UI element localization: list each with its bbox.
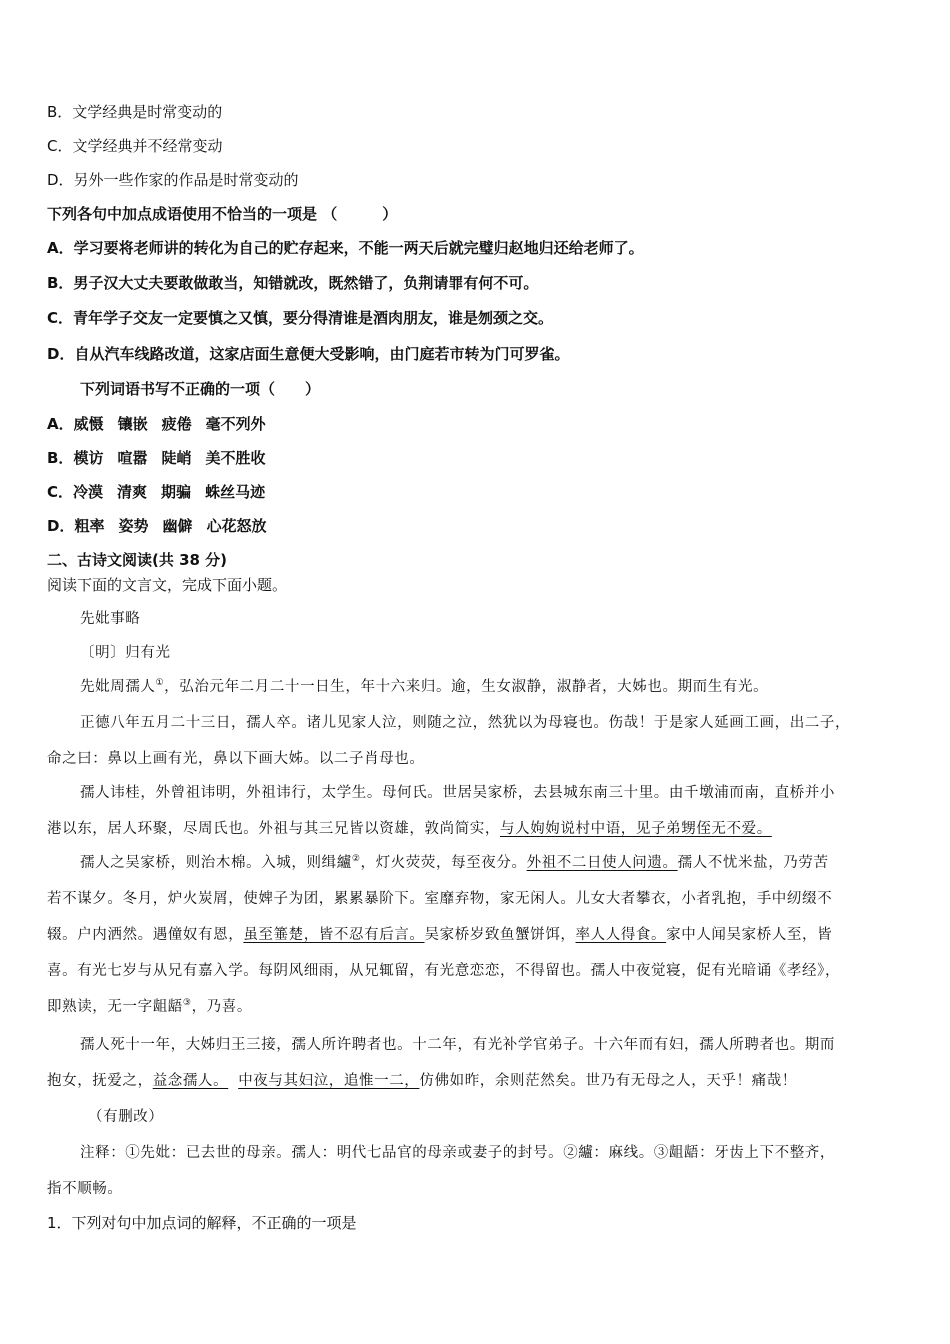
prev-option-c: C．文学经典并不经常变动	[47, 137, 223, 155]
spelling-option-c: C．冷漠 清爽 期骗 蛛丝马迹	[47, 483, 266, 501]
passage-paragraph-1: 先妣周孺人①，弘治元年二月二十一日生，年十六来归。逾，生女淑静，淑静者，大姊也。期而生有光。	[80, 678, 769, 695]
passage-title: 先妣事略	[80, 611, 141, 627]
underlined-sentence: 益念孺人。	[152, 1073, 229, 1089]
notes-line-2: 指不顺畅。	[47, 1181, 123, 1197]
idiom-option-a: A．学习要将老师讲的转化为自己的贮存起来，不能一两天后就完璧归赵地归还给老师了。	[47, 239, 644, 257]
passage-paragraph-2-line-1: 正德八年五月二十三日，孺人卒。诸儿见家人泣，则随之泣，然犹以为母寝也。伤哉！于是家人延画工画，出二子，	[80, 715, 851, 731]
underlined-sentence: 与人姁姁说村中语，见子弟甥侄无不爱。	[500, 821, 772, 837]
spelling-option-b: B．模访 喧嚣 陡峭 美不胜收	[47, 449, 266, 467]
idiom-question-stem: 下列各句中加点成语使用不恰当的一项是 （ ）	[47, 205, 398, 223]
passage-paragraph-5-line-1: 孺人死十一年，大姊归王三接，孺人所许聘者也。十二年，有光补学官弟子。十六年而有妇，孺人所聘者也。期而	[80, 1037, 835, 1053]
question-1-stem: 1．下列对句中加点词的解释，不正确的一项是	[47, 1214, 357, 1232]
passage-paragraph-3-line-1: 孺人讳桂，外曾祖讳明，外祖讳行，太学生。母何氏。世居吴家桥，去县城东南三十里。由千墩浦而南，直桥并小	[80, 785, 835, 801]
idiom-option-c: C．青年学子交友一定要慎之又慎，要分得清谁是酒肉朋友，谁是刎颈之交。	[47, 309, 554, 327]
passage-paragraph-3-line-2: 港以东，居人环聚，尽周氏也。外祖与其三兄皆以资雄，敦尚简实，与人姁姁说村中语，见子弟甥侄无不爱。	[47, 821, 772, 837]
passage-paragraph-4-line-4: 喜。有光七岁与从兄有嘉入学。每阴风细雨，从兄辄留，有光意恋恋，不得留也。孺人中夜觉寝，促有光暗诵《孝经》，	[47, 963, 841, 979]
spelling-option-a: A．威慑 镶嵌 疲倦 毫不列外	[47, 415, 266, 433]
underlined-sentence: 率人人得食。	[575, 927, 667, 943]
underlined-sentence: 外祖不二日使人问遗。	[526, 855, 678, 871]
notes-line-1: 注释：①先妣：已去世的母亲。孺人：明代七品官的母亲或妻子的封号。②纑：麻线。③龃龉：牙齿上下不整齐，	[80, 1145, 835, 1161]
spelling-option-d: D．粗率 姿势 幽僻 心花怒放	[47, 517, 267, 535]
underlined-sentence: 虽至箠楚，皆不忍有后言。	[243, 927, 425, 943]
passage-author: 〔明〕归有光	[80, 645, 171, 661]
underlined-sentence: 中夜与其妇泣，追惟一二，	[238, 1073, 420, 1089]
passage-paragraph-4-line-3: 辍。户内洒然。遇僮奴有恩，虽至箠楚，皆不忍有后言。吴家桥岁致鱼蟹饼饵，率人人得食。家中人闻吴家桥人至，皆	[47, 927, 833, 943]
idiom-option-b: B．男子汉大丈夫要敢做敢当，知错就改，既然错了，负荆请罪有何不可。	[47, 274, 539, 292]
passage-paragraph-2-line-2: 命之曰：鼻以上画有光，鼻以下画大姊。以二子肖母也。	[47, 751, 425, 767]
prev-option-d: D．另外一些作家的作品是时常变动的	[47, 171, 299, 189]
spelling-question-stem: 下列词语书写不正确的一项（ ）	[80, 380, 321, 398]
idiom-option-d: D．自从汽车线路改道，这家店面生意便大受影响，由门庭若市转为门可罗雀。	[47, 345, 570, 363]
passage-paragraph-4-line-5: 即熟读，无一字龃龉③，乃喜。	[47, 998, 252, 1015]
passage-paragraph-5-line-2: 抱女，抚爱之，益念孺人。 中夜与其妇泣，追惟一二，仿佛如昨，余则茫然矣。世乃有无母之人，天乎！痛哉！	[47, 1073, 797, 1089]
prev-option-b: B．文学经典是时常变动的	[47, 103, 223, 121]
edit-note: （有删改）	[88, 1109, 164, 1125]
passage-paragraph-4-line-1: 孺人之吴家桥，则治木棉。入城，则缉纑②，灯火荧荧，每至夜分。外祖不二日使人问遗。孺人不忧米盐，乃劳苦	[80, 854, 829, 871]
section-instruction: 阅读下面的文言文，完成下面小题。	[47, 576, 288, 594]
section-heading: 二、古诗文阅读(共 38 分)	[47, 551, 228, 569]
passage-paragraph-4-line-2: 若不谋夕。冬月，炉火炭屑，使婢子为团，累累暴阶下。室靡弃物，家无闲人。儿女大者攀衣，小者乳抱，手中纫缀不	[47, 891, 833, 907]
